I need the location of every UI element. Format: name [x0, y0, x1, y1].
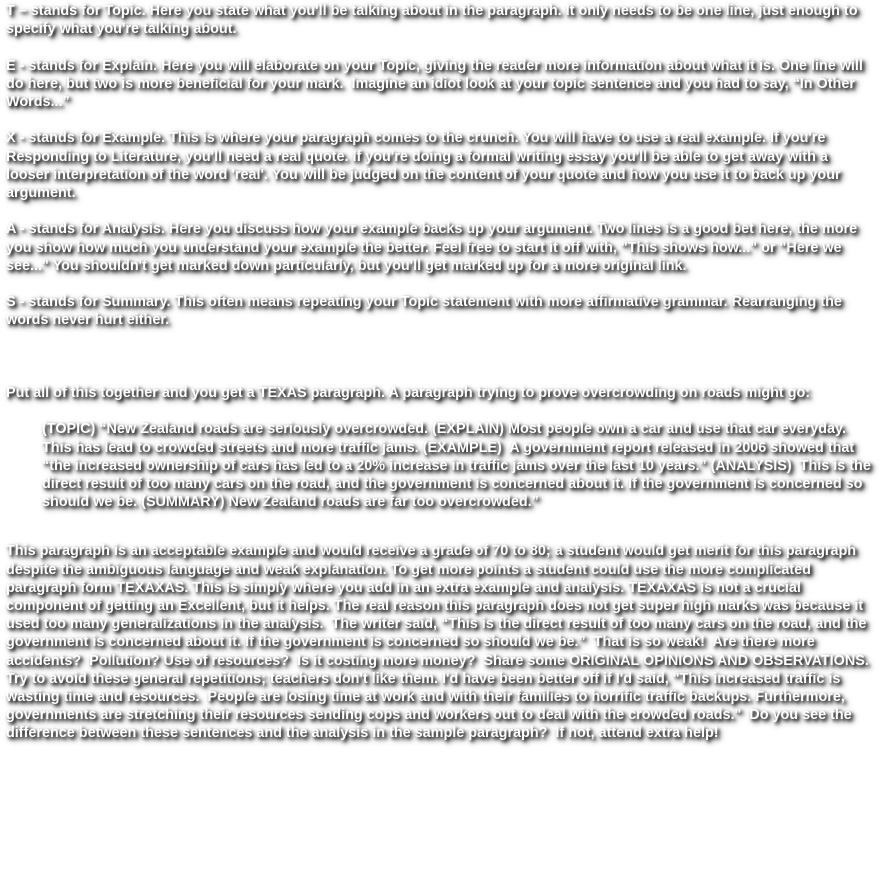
example-paragraph: (TOPIC) “New Zealand roads are seriously overcrowded. (EXPLAIN) Most people own a car and use that car everyday. This has lead to crowded streets and more traffic jams. (EXAMPLE) A government report released in 2006 showed that “the increased ownership of cars has led to a 20% increase in traffic jams over the last 10 years.” (ANALYSIS) This is the direct result of too many cars on the road, and the government is concerned about it. If the government is concerned so should we be. (SUMMARY) New Zealand roads are far too overcrowded.” — [42, 421, 875, 511]
spacer — [6, 348, 872, 384]
commentary-paragraph: This paragraph is an acceptable example and would receive a grade of 70 to 80; a student would get merit for this paragraph despite the ambiguous language and weak explanation. To get more points a student could use the more complicated paragraph form TEXAXAS. This is simply where you add in an extra example and analysis. TEXAXAS is not a crucial component of getting an Excellent, but it helps. The real reason this paragraph does not get super high marks was because it used too many generalizations in the analysis. The writer said, “This is the direct result of too many cars on the road, and the government is concerned about it. If the government is concerned so should we be.” That is so weak! Are there more accidents? Pollution? Use of resources? Is it costing more money? Share some ORIGINAL OPINIONS AND OBSERVATIONS. Try to avoid these general repetitions; teachers don't like them. I'd have been better off if I'd said, "This increased traffic is wasting time and resources. People are losing time at work and with their families to horrific traffic backups. Furthermore, governments are stretching their resources sending cops and workers out to deal with the crowded roads." Do you see the difference between these sentences and the analysis in the sample paragraph? If not, attend extra help! — [6, 543, 877, 742]
document-body — [6, 2, 877, 761]
definition-analysis: A - stands for Analysis. Here you discuss how your example backs up your argument. Two lines is a good bet here, the more you show how much you understand your example the better. Feel free to start it off with, "This shows how..." or "Here we see..." You shouldn't get marked down particularly, but you'll get marked up for a more original link. — [6, 221, 862, 274]
definition-topic: T – stands for Topic. Here you state what you'll be talking about in the paragraph. It only needs to be one line, just enough to specify what you're talking about. — [6, 3, 862, 38]
definition-example: X - stands for Example. This is where your paragraph comes to the crunch. You will have to use a real example. If you're Responding to Literature, you'll need a real quote. If you're doing a formal writing essay you'll be able to get away with a looser interpretation of the word 'real'. You will be judged on the content of your quote and how you use it to back up your argument. — [6, 130, 845, 201]
definition-summary: S - stands for Summary. This often means repeating your Topic statement with more affirmative grammar. Rearranging the words never hurt either. — [6, 294, 846, 329]
definition-explain: E - stands for Explain. Here you will elaborate on your Topic, giving the reader more information about what it is. One line will do here, but two is more beneficial for your mark. Imagine an idiot look at your topic sentence and you had to say, “In Other Words...” — [6, 57, 867, 110]
intro-paragraph: Put all of this together and you get a TEXAS paragraph. A paragraph trying to prove overcrowding on roads might go: — [6, 385, 811, 402]
